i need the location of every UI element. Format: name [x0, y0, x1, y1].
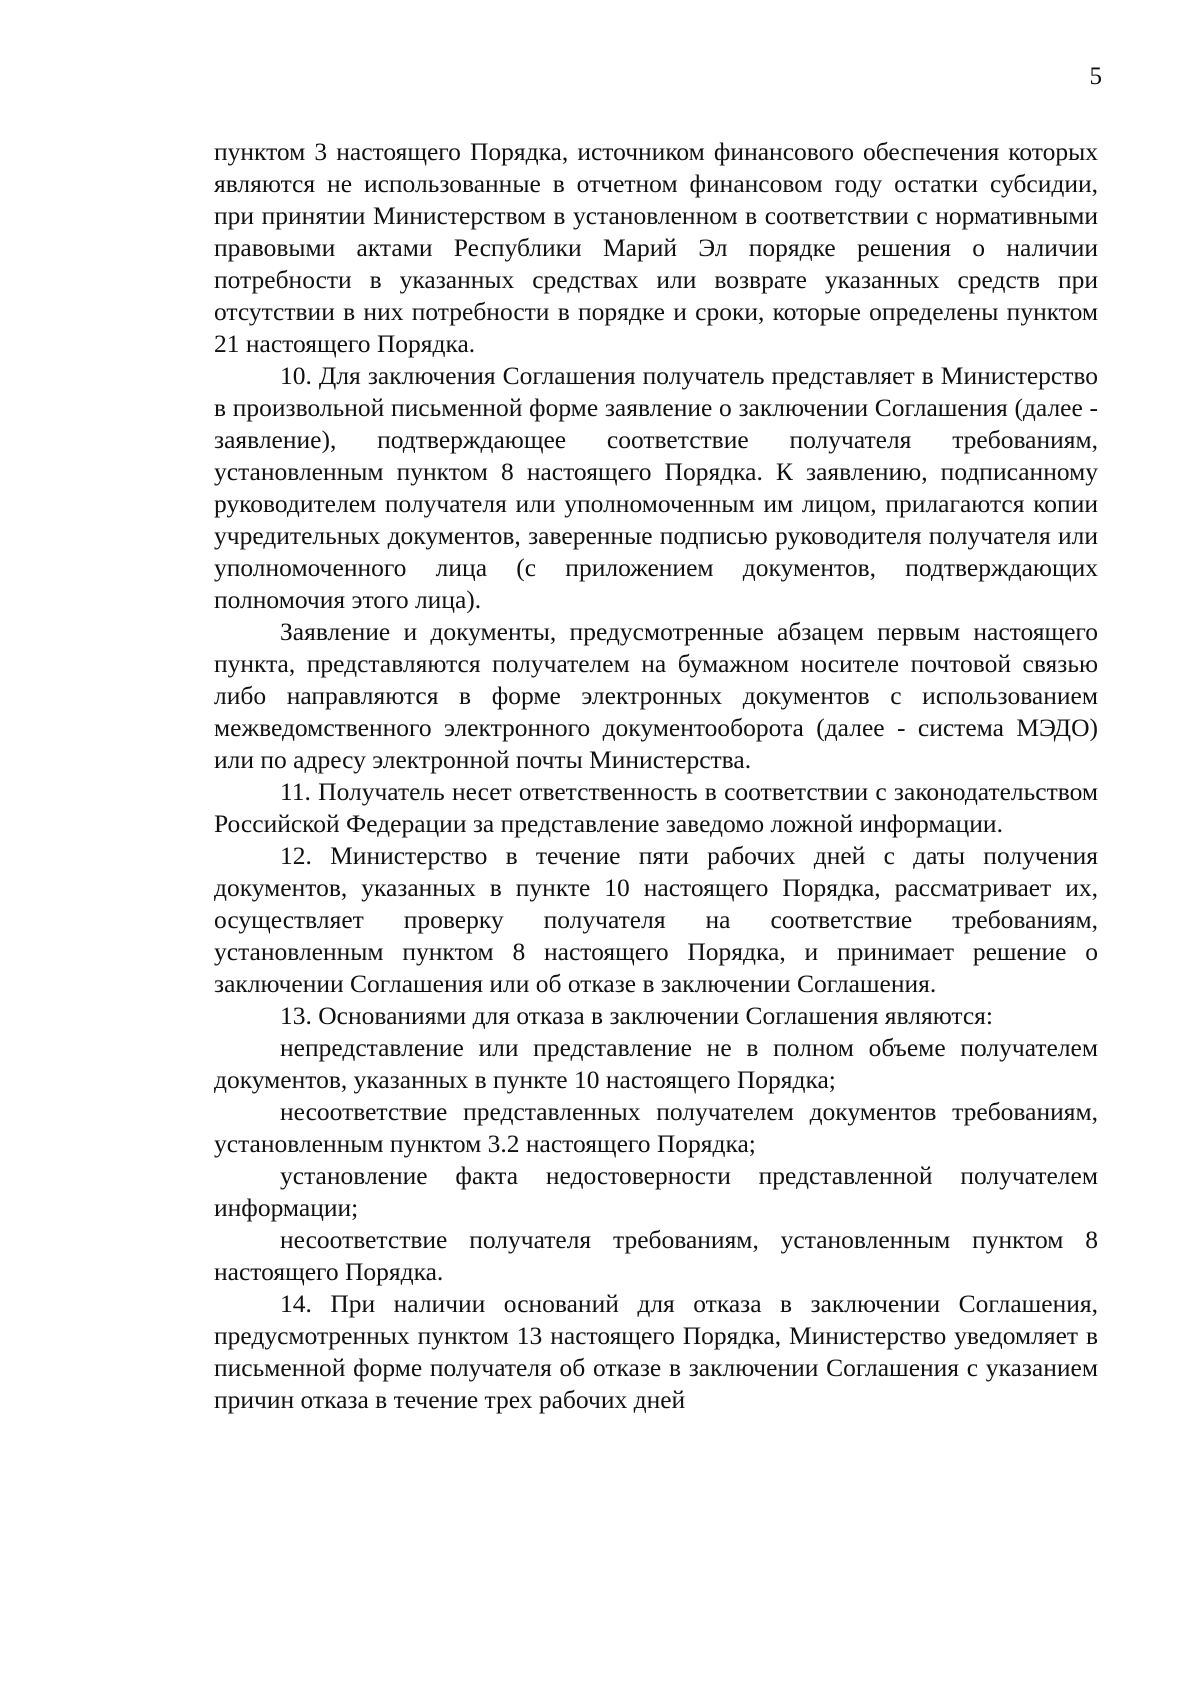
page-number: 5	[1089, 63, 1102, 90]
paragraph-item-13: 13. Основаниями для отказа в заключении Соглашения являются:	[280, 1001, 993, 1030]
paragraph-item-10: 10. Для заключения Соглашения получатель представляет в Министерство в произвольной письменной форме заявление о заключении Соглашения (далее - заявление), подтверждающее соответствие получателя требованиям, установленным пунктом 8 настоящего Порядка. К заявлению, подписанному руководителем получателя или уполномоченным им лицом, прилагаются копии учредительных документов, заверенные подписью руководителя получателя или уполномоченного лица (с приложением документов, подтверждающих полномочия этого лица).	[214, 361, 1098, 614]
paragraph-item-12: 12. Министерство в течение пяти рабочих дней с даты получения документов, указанных в пункте 10 настоящего Порядка, рассматривает их, осуществляет проверку получателя на соответствие требованиям, установленным пунктом 8 настоящего Порядка, и принимает решение о заключении Соглашения или об отказе в заключении Соглашения.	[214, 841, 1098, 998]
paragraph-item-10-submission: Заявление и документы, предусмотренные абзацем первым настоящего пункта, представляются получателем на бумажном носителе почтовой связью либо направляются в форме электронных документов с использованием межведомственного электронного документооборота (далее - система МЭДО) или по адресу электронной почты Министерства.	[214, 617, 1098, 774]
paragraph-ground-1: непредставление или представление не в полном объеме получателем документов, указанных в пункте 10 настоящего Порядка;	[214, 1033, 1098, 1094]
document-body	[214, 136, 1098, 1416]
paragraph-ground-2: несоответствие представленных получателем документов требованиям, установленным пунктом 3.2 настоящего Порядка;	[214, 1097, 1098, 1158]
paragraph-item-14: 14. При наличии оснований для отказа в заключении Соглашения, предусмотренных пунктом 13 настоящего Порядка, Министерство уведомляет в письменной форме получателя об отказе в заключении Соглашения с указанием причин отказа в течение трех рабочих дней	[214, 1289, 1098, 1414]
paragraph-item-11: 11. Получатель несет ответственность в соответствии с законодательством Российской Федерации за представление заведомо ложной информации.	[214, 777, 1098, 838]
paragraph-continuation: пунктом 3 настоящего Порядка, источником финансового обеспечения которых являются не использованные в отчетном финансовом году остатки субсидии, при принятии Министерством в установленном в соответствии с нормативными правовыми актами Республики Марий Эл порядке решения о наличии потребности в указанных средствах или возврате указанных средств при отсутствии в них потребности в порядке и сроки, которые определены пунктом 21 настоящего Порядка.	[214, 137, 1098, 358]
paragraph-ground-3: установление факта недостоверности представленной получателем информации;	[214, 1161, 1098, 1222]
paragraph-ground-4: несоответствие получателя требованиям, установленным пунктом 8 настоящего Порядка.	[214, 1225, 1098, 1286]
